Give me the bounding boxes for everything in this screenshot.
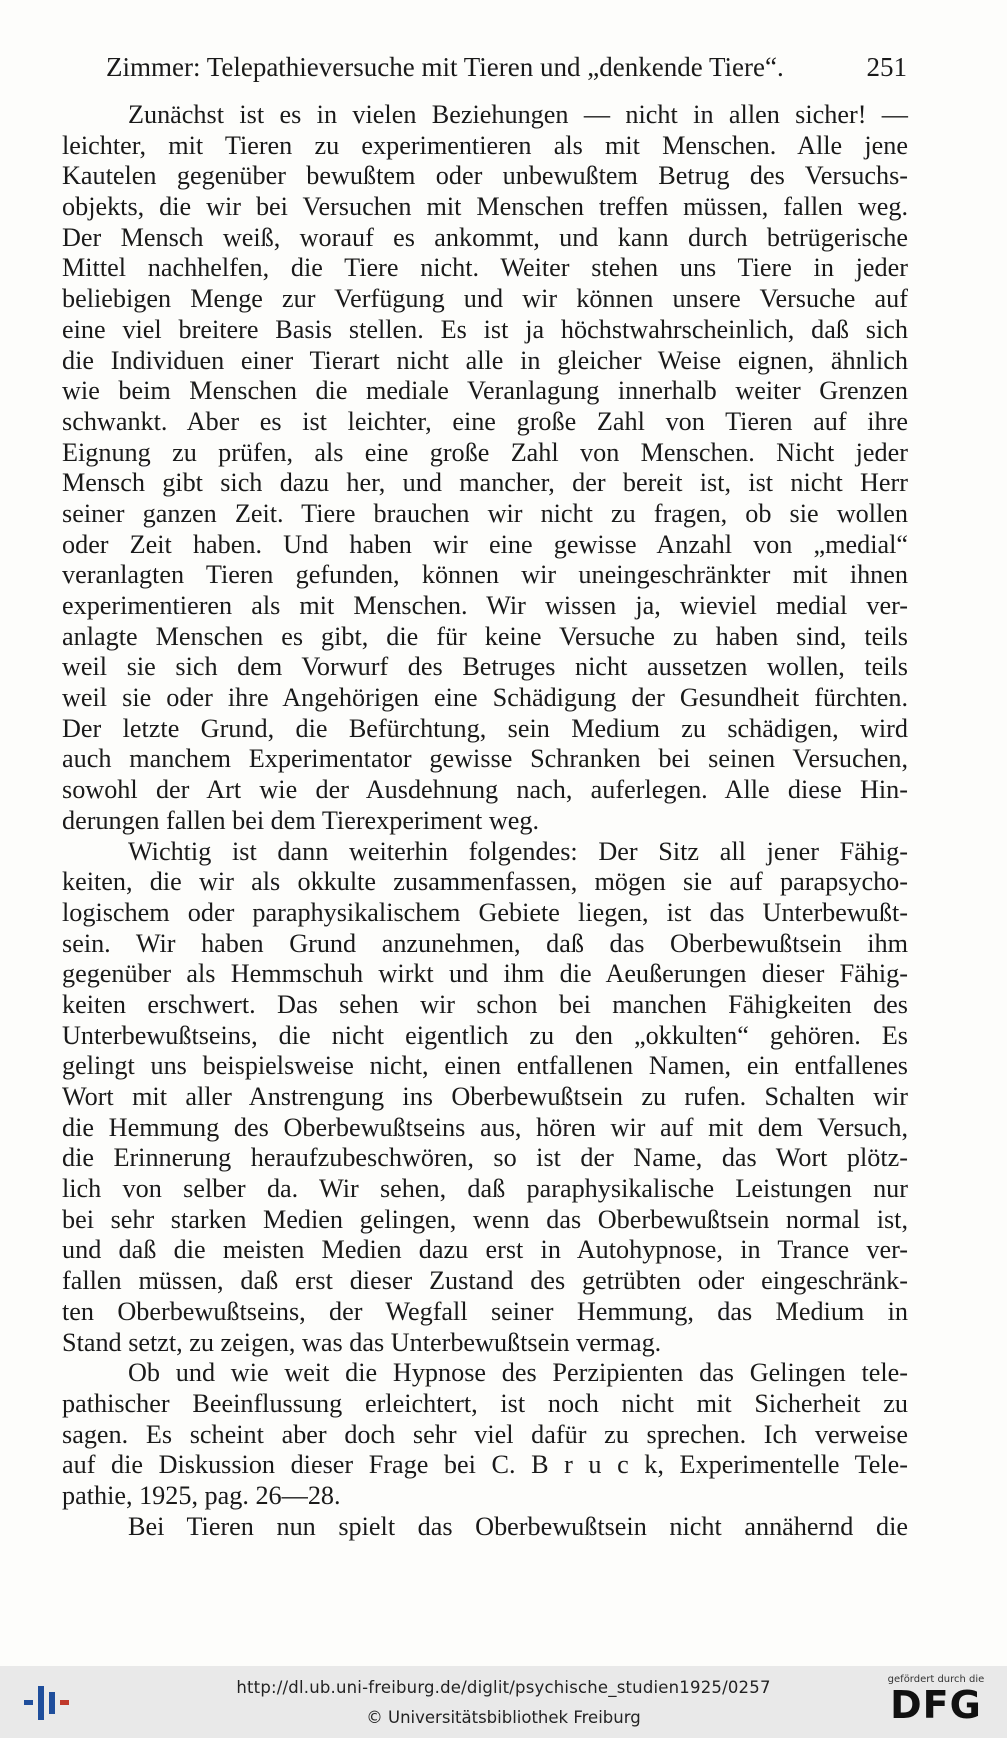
text-line: wie beim Menschen die mediale Veranlagung innerhalb weiter Grenzen — [62, 376, 908, 406]
text-line: lich von selber da. Wir sehen, daß paraphysikalische Leistungen nur — [62, 1174, 908, 1204]
text-line: weil sie sich dem Vorwurf des Betruges nicht aussetzen wollen, teils — [62, 652, 908, 682]
text-line: auf die Diskussion dieser Frage bei C. B r u c k, Experimentelle Tele- — [62, 1450, 908, 1480]
running-head — [62, 52, 907, 92]
text-line: Mittel nachhelfen, die Tiere nicht. Weiter stehen uns Tiere in jeder — [62, 253, 908, 283]
text-line: leichter, mit Tieren zu experimentieren als mit Menschen. Alle jene — [62, 130, 908, 160]
text-line: keiten, die wir als okkulte zusammenfassen, mögen sie auf parapsycho- — [62, 867, 908, 897]
text-line: keiten erschwert. Das sehen wir schon bei manchen Fähigkeiten des — [62, 989, 908, 1019]
text-line: Wort mit aller Anstrengung ins Oberbewußtsein zu rufen. Schalten wir — [62, 1082, 908, 1111]
text-line: Unterbewußtseins, die nicht eigentlich zu den „okkulten“ gehören. Es — [62, 1020, 908, 1050]
text-line: veranlagten Tieren gefunden, können wir uneingeschränkter mit ihnen — [62, 560, 908, 590]
text-line: oder Zeit haben. Und haben wir eine gewisse Anzahl von „medial“ — [62, 529, 908, 559]
text-line: Der Mensch weiß, worauf es ankommt, und kann durch betrügerische — [62, 222, 908, 252]
text-line: pathie, 1925, pag. 26—28. — [62, 1480, 341, 1510]
copyright-notice: © Universitätsbibliothek Freiburg — [366, 1708, 641, 1727]
text-line: Wichtig ist dann weiterhin folgendes: Der Sitz all jener Fähig- — [128, 836, 908, 866]
text-line: seiner ganzen Zeit. Tiere brauchen wir nicht zu fragen, ob sie wollen — [62, 498, 908, 528]
text-line: logischem oder paraphysikalischem Gebiete liegen, ist das Unterbewußt- — [62, 897, 908, 927]
text-line: die Individuen einer Tierart nicht alle in gleicher Weise eignen, ähnlich — [62, 345, 908, 375]
text-line: gegenüber als Hemmschuh wirkt und ihm die Aeußerungen dieser Fähig- — [62, 959, 908, 989]
text-line: experimentieren als mit Menschen. Wir wissen ja, wieviel medial ver- — [62, 591, 908, 620]
text-line: gelingt uns beispielsweise nicht, einen entfallenen Namen, ein entfallenes — [62, 1051, 908, 1081]
text-line: auch manchem Experimentator gewisse Schranken bei seinen Versuchen, — [62, 744, 908, 774]
text-line: sein. Wir haben Grund anzunehmen, daß das Oberbewußtsein ihm — [62, 928, 908, 958]
text-line: Stand setzt, zu zeigen, was das Unterbewußtsein vermag. — [62, 1327, 662, 1357]
text-line: pathischer Beeinflussung erleichtert, ist noch nicht mit Sicherheit zu — [62, 1388, 908, 1418]
text-line: objekts, die wir bei Versuchen mit Menschen treffen müssen, fallen weg. — [62, 192, 908, 222]
text-line: bei sehr starken Medien gelingen, wenn das Oberbewußtsein normal ist, — [62, 1204, 908, 1234]
dfg-logo: DFG — [890, 1683, 982, 1727]
text-line: die Hemmung des Oberbewußtseins aus, hören wir auf mit dem Versuch, — [62, 1112, 908, 1142]
text-line: Ob und wie weit die Hypnose des Perzipienten das Gelingen tele- — [128, 1358, 908, 1388]
text-line: fallen müssen, daß erst dieser Zustand des getrübten oder eingeschränk- — [62, 1266, 908, 1296]
text-line: die Erinnerung heraufzubeschwören, so ist der Name, das Wort plötz- — [62, 1143, 908, 1173]
text-line: weil sie oder ihre Angehörigen eine Schädigung der Gesundheit fürchten. — [62, 683, 908, 713]
text-line: Zunächst ist es in vielen Beziehungen — nicht in allen sicher! — — [128, 100, 908, 129]
text-line: Eignung zu prüfen, als eine große Zahl von Menschen. Nicht jeder — [62, 437, 908, 467]
text-line: anlagte Menschen es gibt, die für keine Versuche zu haben sind, teils — [62, 621, 908, 651]
running-title: Zimmer: Telepathieversuche mit Tieren und „denkende Tiere“. — [106, 52, 784, 82]
text-line: schwankt. Aber es ist leichter, eine große Zahl von Tieren auf ihre — [62, 406, 908, 436]
footer-bar — [0, 1666, 1007, 1738]
dfg-funding-logo — [881, 1674, 991, 1732]
permalink-url[interactable]: http://dl.ub.uni-freiburg.de/diglit/psychische_studien1925/0257 — [236, 1678, 771, 1697]
text-line: und daß die meisten Medien dazu erst in Autohypnose, in Trance ver- — [62, 1235, 908, 1265]
text-line: sagen. Es scheint aber doch sehr viel dafür zu sprechen. Ich verweise — [62, 1419, 908, 1449]
text-line: Mensch gibt sich dazu her, und mancher, der bereit ist, ist nicht Herr — [62, 468, 908, 498]
text-line: eine viel breitere Basis stellen. Es ist ja höchstwahrscheinlich, daß sich — [62, 314, 908, 344]
text-line: Kautelen gegenüber bewußtem oder unbewußtem Betrug des Versuchs- — [62, 161, 908, 191]
text-line: sowohl der Art wie der Ausdehnung nach, auferlegen. Alle diese Hin- — [62, 775, 908, 805]
text-line: Der letzte Grund, die Befürchtung, sein Medium zu schädigen, wird — [62, 713, 908, 743]
body-text — [62, 100, 908, 1542]
text-line: beliebigen Menge zur Verfügung und wir können unsere Versuche auf — [62, 284, 908, 314]
page-number: 251 — [866, 52, 907, 82]
funding-caption: gefördert durch die — [887, 1674, 985, 1685]
text-line: ten Oberbewußtseins, der Wegfall seiner Hemmung, das Medium in — [62, 1296, 908, 1326]
text-line: derungen fallen bei dem Tierexperiment weg. — [62, 805, 540, 835]
text-line: Bei Tieren nun spielt das Oberbewußtsein nicht annähernd die — [128, 1511, 908, 1541]
